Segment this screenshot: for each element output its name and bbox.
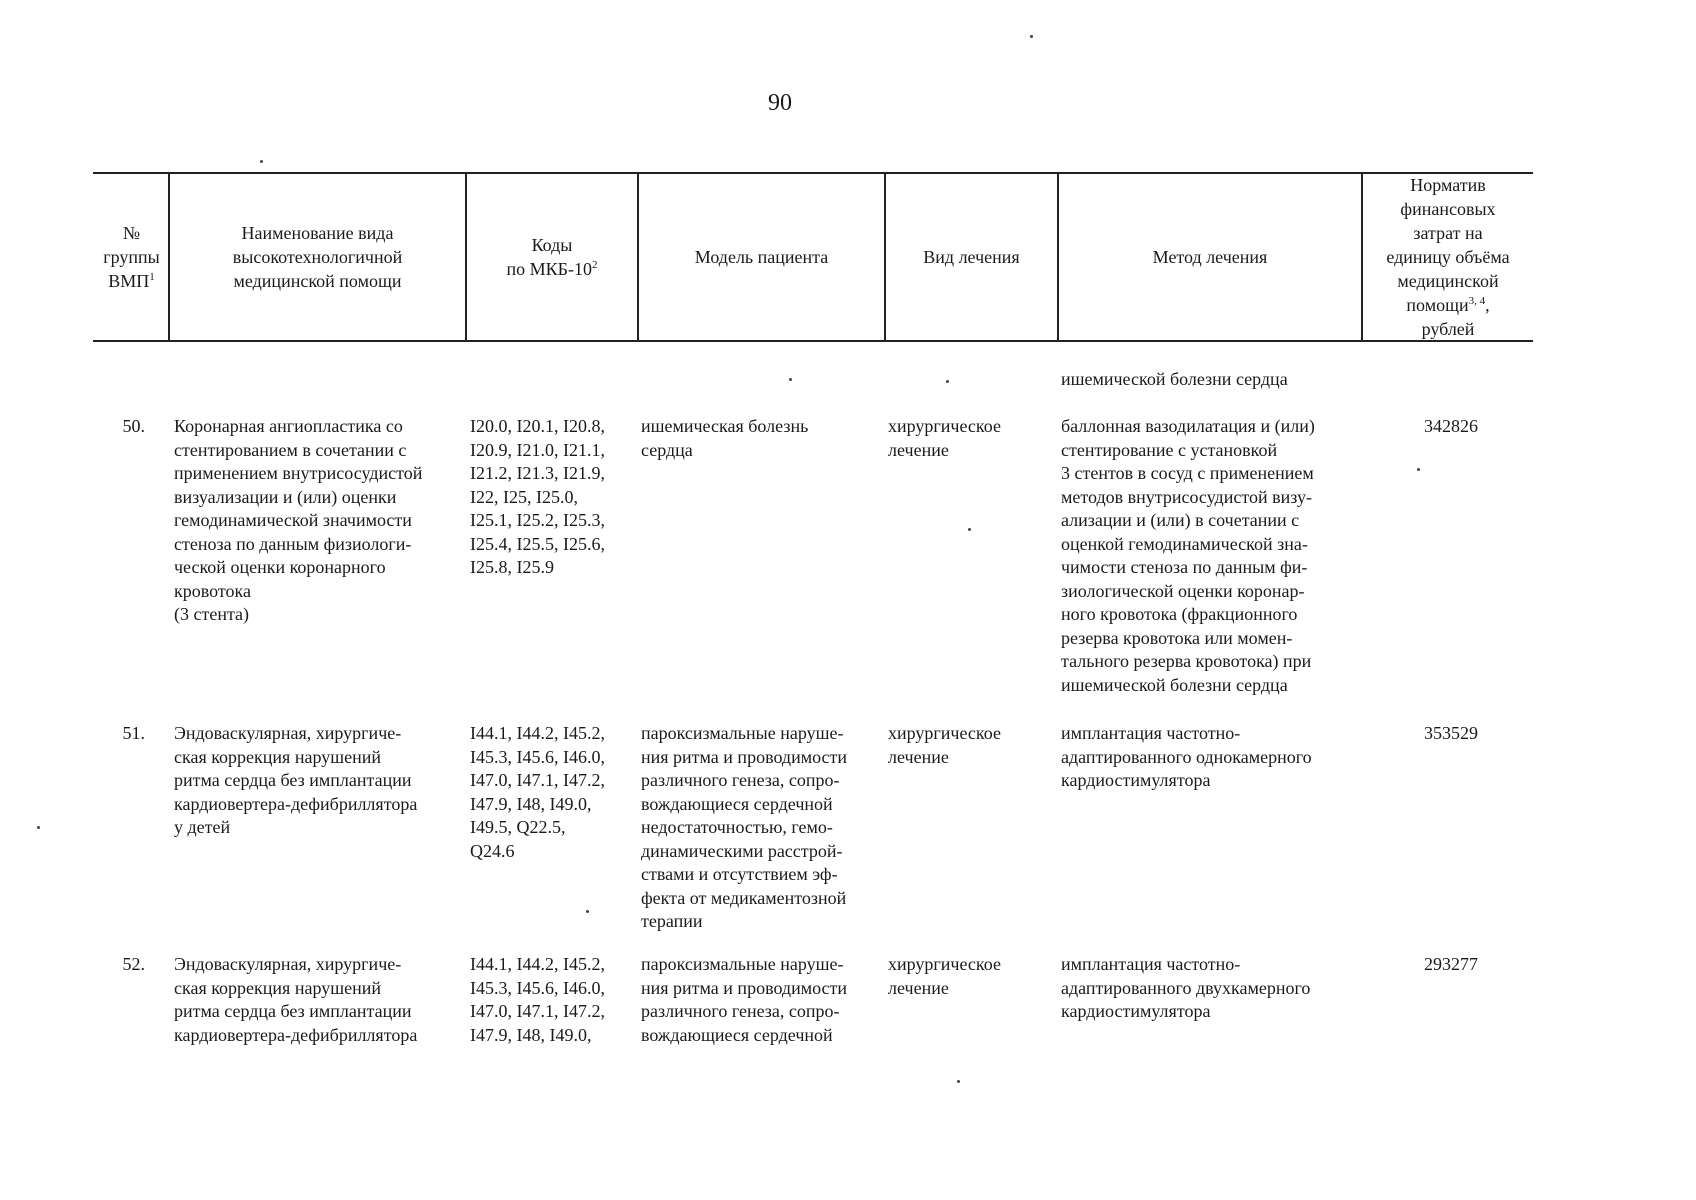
row-care-name: Эндоваскулярная, хирургиче- ская коррекция нарушений ритма сердца без имплантации кардиовертера-дефибриллятора (174, 954, 418, 1045)
page-number: 90 (768, 90, 792, 116)
row-icd-codes: I20.0, I20.1, I20.8, I20.9, I21.0, I21.1, I21.2, I21.3, I21.9, I22, I25, I25.0, I25.1, I25.2, I25.3, I25.4, I25.5, I25.6, I25.8, I25.9 (470, 416, 605, 577)
row-patient-model: пароксизмальные наруше- ния ритма и проводимости различного генеза, сопро- вождающиеся сердечной недостаточностью, гемо- динамическими расстрой- ствами и отсутствием эф- фекта от медикаментозной терапии (641, 723, 848, 931)
row-treatment-method: имплантация частотно- адаптированного двухкамерного кардиостимулятора (1061, 954, 1311, 1021)
scan-speck (968, 528, 971, 531)
header-bottom-rule (93, 340, 1533, 342)
scan-speck (1417, 468, 1420, 471)
header-treatment-method: Метод лечения (1152, 247, 1268, 267)
header-icd-codes: Коды по МКБ-$10^2$ (506, 235, 598, 279)
row-treatment-type: хирургическое лечение (888, 416, 1001, 460)
row-patient-model: пароксизмальные наруше- ния ритма и проводимости различного генеза, сопро- вождающиеся сердечной (641, 954, 848, 1045)
row-cost: 353529 (1424, 723, 1478, 743)
row-care-name: Коронарная ангиопластика со стентированием в сочетании с применением внутрисосудистой визуализации и (или) оценки гемодинамической значимости стеноза по данным физиологи- ческой оценки коронарного кровотока (3 стента) (174, 416, 423, 624)
continuation-method: ишемической болезни сердца (1061, 369, 1288, 389)
scan-speck (37, 826, 40, 829)
row-icd-codes: I44.1, I44.2, I45.2, I45.3, I45.6, I46.0, I47.0, I47.1, I47.2, I47.9, I48, I49.0, I49.5, Q22.5, Q24.6 (470, 723, 605, 861)
header-treatment-type: Вид лечения (923, 247, 1020, 267)
scan-speck (260, 160, 263, 163)
row-care-name: Эндоваскулярная, хирургиче- ская коррекция нарушений ритма сердца без имплантации кардиовертера-дефибриллятора у детей (174, 723, 418, 837)
scan-speck (1030, 35, 1033, 38)
row-number: 51. (122, 723, 145, 743)
header-cost-standard: Норматив финансовых затрат на единицу объёма медицинской помощи$^{3, 4}$, рублей (1386, 175, 1510, 339)
header-patient-model: Модель пациента (694, 247, 829, 267)
row-treatment-type: хирургическое лечение (888, 954, 1001, 998)
row-treatment-method: баллонная вазодилатация и (или) стентирование с установкой 3 стентов в сосуд с применением методов внутрисосудистой визу- ализации и (или) в сочетании с оценкой гемодинамической зна- чимости стеноза по данным фи- зиологической оценки коронар- ного кровотока (фракционного резерва кровотока или момен- тального резерва кровотока) при ишемической болезни сердца (1061, 416, 1315, 695)
header-group-number: № группы ВМП$^1$ (103, 223, 160, 291)
scan-speck (586, 910, 589, 913)
row-treatment-type: хирургическое лечение (888, 723, 1001, 767)
row-number: 52. (122, 954, 145, 974)
header-care-type: Наименование вида высокотехнологичной медицинской помощи (232, 223, 403, 291)
row-treatment-method: имплантация частотно- адаптированного однокамерного кардиостимулятора (1061, 723, 1312, 790)
scan-speck (946, 380, 949, 383)
scan-speck (789, 378, 792, 381)
scan-speck (957, 1080, 960, 1083)
row-patient-model: ишемическая болезнь сердца (641, 416, 809, 460)
row-cost: 293277 (1424, 954, 1478, 974)
row-icd-codes: I44.1, I44.2, I45.2, I45.3, I45.6, I46.0, I47.0, I47.1, I47.2, I47.9, I48, I49.0, (470, 954, 605, 1045)
row-cost: 342826 (1424, 416, 1478, 436)
row-number: 50. (122, 416, 145, 436)
